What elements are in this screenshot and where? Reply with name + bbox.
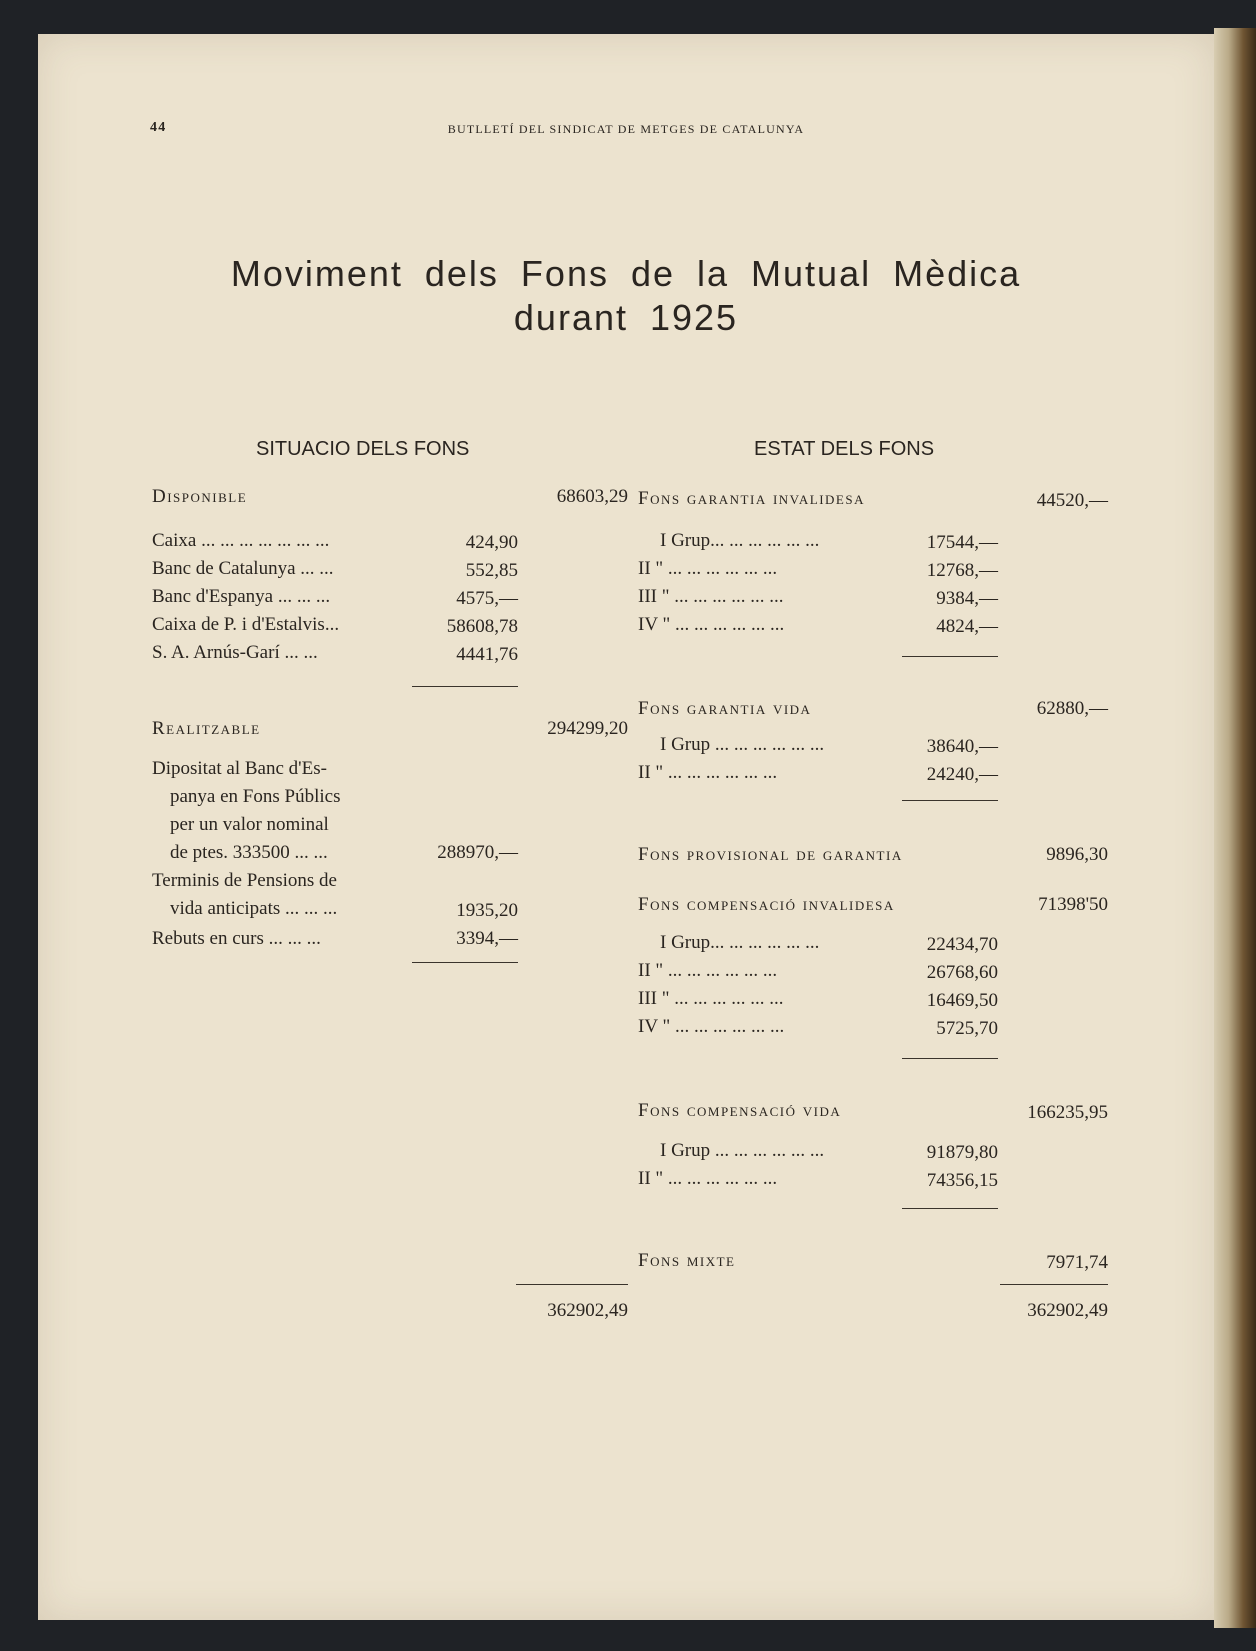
compensacio-invalidesa-item-value: 5725,70 [936,1018,998,1039]
garantia-invalidesa-item-label: III " ... ... ... ... ... ... [638,586,784,607]
garantia-vida-item-value: 24240,— [926,764,998,785]
disponible-item-value: 4441,76 [456,644,518,665]
realitzable-label: Realitzable [152,718,261,739]
mixte-total: 7971,74 [1046,1252,1108,1273]
book-spine [1214,28,1256,1628]
disponible-item-value: 424,90 [465,532,518,553]
terminis-line: Terminis de Pensions de [152,870,337,891]
disponible-item-value: 552,85 [465,560,518,581]
garantia-vida-label: Fons garantia vida [638,698,812,719]
compensacio-invalidesa-item-value: 22434,70 [926,934,998,955]
sum-rule [902,800,998,801]
grand-total-rule [1000,1284,1108,1285]
garantia-invalidesa-item-value: 9384,— [936,588,998,609]
compensacio-vida-total: 166235,95 [1027,1102,1108,1123]
rebuts-value: 3394,— [456,928,518,949]
dipositat-value: 288970,— [437,842,518,863]
disponible-item-label: Banc d'Espanya ... ... ... [152,586,331,607]
disponible-item-value: 58608,78 [446,616,518,637]
disponible-item-label: Banc de Catalunya ... ... [152,558,334,579]
dipositat-line: per un valor nominal [170,814,329,835]
sum-rule [902,1058,998,1059]
compensacio-vida-item-label: I Grup ... ... ... ... ... ... [660,1140,825,1161]
grand-total-rule [516,1284,628,1285]
compensacio-invalidesa-item-label: II " ... ... ... ... ... ... [638,960,778,981]
sum-rule [412,962,518,963]
sum-rule [412,686,518,687]
compensacio-vida-item-value: 91879,80 [926,1142,998,1163]
sum-rule [902,656,998,657]
title-line-1: Moviment dels Fons de la Mutual Mèdica [230,253,1022,294]
compensacio-invalidesa-total: 71398'50 [1038,894,1108,915]
terminis-line: vida anticipats ... ... ... [170,898,338,919]
page-header [38,120,1214,140]
disponible-label: Disponible [152,486,248,507]
garantia-invalidesa-item-value: 12768,— [926,560,998,581]
compensacio-invalidesa-item-label: IV " ... ... ... ... ... ... [638,1016,785,1037]
realitzable-total: 294299,20 [547,718,628,739]
garantia-invalidesa-item-value: 17544,— [926,532,998,553]
compensacio-vida-label: Fons compensació vida [638,1100,842,1121]
garantia-vida-item-label: II " ... ... ... ... ... ... [638,762,778,783]
garantia-invalidesa-item-label: II " ... ... ... ... ... ... [638,558,778,579]
title-line-2: durant 1925 [513,297,739,338]
dipositat-line: panya en Fons Públics [170,786,341,807]
compensacio-vida-item-label: II " ... ... ... ... ... ... [638,1168,778,1189]
running-title: BUTLLETÍ DEL SINDICAT DE METGES DE CATALUNYA [447,122,805,136]
page-title [38,252,1214,340]
rebuts-label: Rebuts en curs ... ... ... [152,928,321,949]
garantia-vida-item-value: 38640,— [926,736,998,757]
compensacio-vida-item-value: 74356,15 [926,1170,998,1191]
garantia-invalidesa-item-label: IV " ... ... ... ... ... ... [638,614,785,635]
left-column-heading: SITUACIO DELS FONS [256,438,470,460]
compensacio-invalidesa-item-label: III " ... ... ... ... ... ... [638,988,784,1009]
garantia-invalidesa-item-value: 4824,— [936,616,998,637]
left-grand-total: 362902,49 [547,1300,628,1321]
sum-rule [902,1208,998,1209]
compensacio-invalidesa-label: Fons compensació invalidesa [638,894,895,915]
provisional-total: 9896,30 [1046,844,1108,865]
disponible-item-value: 4575,— [456,588,518,609]
page-number: 44 [150,120,167,135]
compensacio-invalidesa-item-value: 26768,60 [926,962,998,983]
garantia-invalidesa-item-label: I Grup... ... ... ... ... ... [660,530,820,551]
disponible-item-label: S. A. Arnús-Garí ... ... [152,642,318,663]
right-column-heading: ESTAT DELS FONS [754,438,935,460]
disponible-item-label: Caixa ... ... ... ... ... ... ... [152,530,330,551]
disponible-item-label: Caixa de P. i d'Estalvis... [152,614,340,635]
compensacio-invalidesa-item-label: I Grup... ... ... ... ... ... [660,932,820,953]
mixte-label: Fons mixte [638,1250,736,1271]
garantia-invalidesa-total: 44520,— [1036,490,1108,511]
terminis-value: 1935,20 [456,900,518,921]
garantia-vida-total: 62880,— [1036,698,1108,719]
compensacio-invalidesa-item-value: 16469,50 [926,990,998,1011]
disponible-total: 68603,29 [556,486,628,507]
right-grand-total: 362902,49 [1027,1300,1108,1321]
document-page [38,34,1214,1620]
garantia-invalidesa-label: Fons garantia invalidesa [638,488,865,509]
garantia-vida-item-label: I Grup ... ... ... ... ... ... [660,734,825,755]
provisional-label: Fons provisional de garantia [638,844,903,865]
dipositat-line: de ptes. 333500 ... ... [170,842,328,863]
dipositat-line: Dipositat al Banc d'Es- [152,758,327,779]
